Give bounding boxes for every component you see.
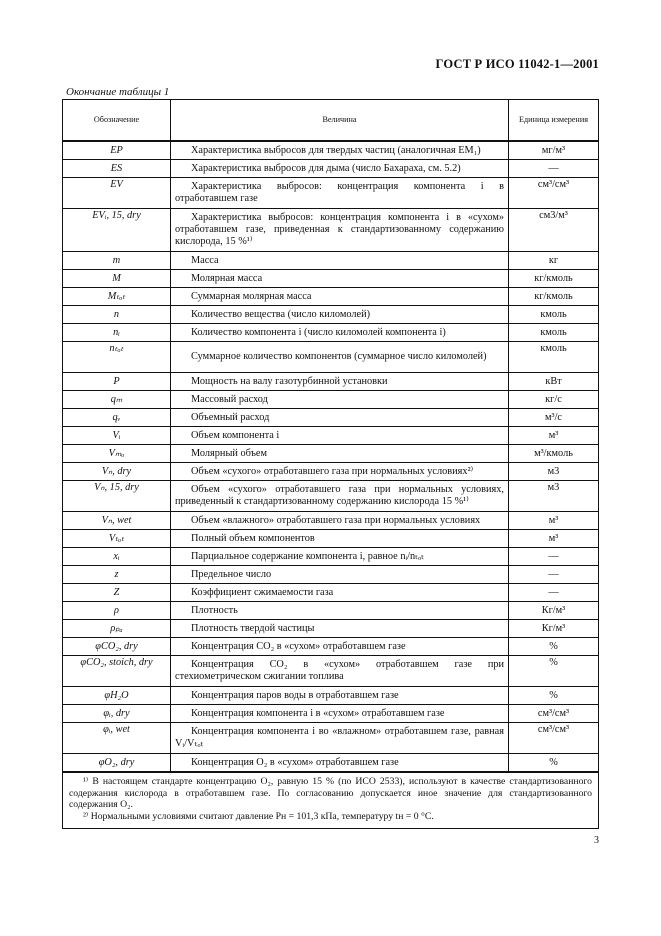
unit-cell: см³/см³ bbox=[509, 705, 599, 723]
unit-cell: кмоль bbox=[509, 324, 599, 342]
quantity-cell: Концентрация O₂ в «сухом» отработавшем газе bbox=[171, 754, 509, 773]
table-row bbox=[63, 178, 599, 209]
quantity-cell: Количество вещества (число киломолей) bbox=[171, 306, 509, 324]
symbol-cell: ρ bbox=[63, 602, 171, 620]
quantity-cell: Объем «влажного» отработавшего газа при нормальных условиях bbox=[171, 512, 509, 530]
quantity-cell: Молярный объем bbox=[171, 445, 509, 463]
unit-cell: — bbox=[509, 566, 599, 584]
footnotes-row bbox=[63, 772, 599, 829]
symbol-cell: φO₂, dry bbox=[63, 754, 171, 773]
quantity-cell: Объемный расход bbox=[171, 409, 509, 427]
quantity-cell: Характеристика выбросов для дыма (число Бахараха, см. 5.2) bbox=[171, 160, 509, 178]
symbol-cell: qᵥ bbox=[63, 409, 171, 427]
table-row bbox=[63, 620, 599, 638]
symbol-cell: EVᵢ, 15, dry bbox=[63, 209, 171, 252]
symbol-cell: Vₙ, 15, dry bbox=[63, 481, 171, 512]
quantity-cell: Объем «сухого» отработавшего газа при нормальных условиях²⁾ bbox=[171, 463, 509, 481]
unit-cell: кмоль bbox=[509, 342, 599, 373]
symbol-cell: n bbox=[63, 306, 171, 324]
unit-cell: % bbox=[509, 687, 599, 705]
unit-cell: м³/кмоль bbox=[509, 445, 599, 463]
quantity-cell: Объем компонента i bbox=[171, 427, 509, 445]
symbol-cell: EP bbox=[63, 141, 171, 160]
unit-cell: мг/м³ bbox=[509, 141, 599, 160]
unit-cell: кг/кмоль bbox=[509, 270, 599, 288]
table-row bbox=[63, 723, 599, 754]
unit-cell: % bbox=[509, 656, 599, 687]
symbol-cell: P bbox=[63, 373, 171, 391]
table-row bbox=[63, 391, 599, 409]
symbol-cell: M bbox=[63, 270, 171, 288]
symbol-cell: nₜₒₜ bbox=[63, 342, 171, 373]
table-row bbox=[63, 512, 599, 530]
symbol-cell: Vₙ, wet bbox=[63, 512, 171, 530]
table-row bbox=[63, 754, 599, 773]
unit-cell: — bbox=[509, 160, 599, 178]
quantity-cell: Концентрация компонента i во «влажном» отработавшем газе, равная Vᵢ/Vₜₒₜ bbox=[171, 723, 509, 754]
quantity-cell: Концентрация CO₂ в «сухом» отработавшем газе при стехиометрическом сжигании топлива bbox=[171, 656, 509, 687]
quantity-cell: Мощность на валу газотурбинной установки bbox=[171, 373, 509, 391]
table-row bbox=[63, 409, 599, 427]
footnote-1: ¹⁾ В настоящем стандарте концентрацию O₂, равную 15 % (по ИСО 2533), используют в качестве стандартизованного содержания кислорода в отработавшем газе. По согласованию допускается иное значение для стандартизованного содержания O₂. bbox=[69, 776, 592, 810]
quantity-cell: Характеристика выбросов для твердых частиц (аналогичная EM₁) bbox=[171, 141, 509, 160]
table-row bbox=[63, 427, 599, 445]
table-row bbox=[63, 705, 599, 723]
quantity-cell: Объем «сухого» отработавшего газа при нормальных условиях, приведенный к стандартизованному содержанию кислорода 15 %¹⁾ bbox=[171, 481, 509, 512]
table-row bbox=[63, 656, 599, 687]
symbol-cell: EV bbox=[63, 178, 171, 209]
symbols-table-container bbox=[62, 99, 598, 829]
table-row bbox=[63, 445, 599, 463]
symbol-cell: φᵢ, dry bbox=[63, 705, 171, 723]
symbol-cell: ρₚₐ bbox=[63, 620, 171, 638]
symbol-cell: xᵢ bbox=[63, 548, 171, 566]
quantity-cell: Характеристика выбросов: концентрация компонента i в отработавшем газе bbox=[171, 178, 509, 209]
table-row bbox=[63, 566, 599, 584]
quantity-cell: Концентрация компонента i в «сухом» отработавшем газе bbox=[171, 705, 509, 723]
unit-cell: % bbox=[509, 638, 599, 656]
page-number: 3 bbox=[594, 835, 599, 846]
unit-cell: кмоль bbox=[509, 306, 599, 324]
table-header-row bbox=[63, 100, 599, 142]
table-row bbox=[63, 463, 599, 481]
quantity-cell: Концентрация CO₂ в «сухом» отработавшем газе bbox=[171, 638, 509, 656]
symbol-cell: Vₙ, dry bbox=[63, 463, 171, 481]
unit-cell: см³/см³ bbox=[509, 178, 599, 209]
symbol-cell: φCO₂, dry bbox=[63, 638, 171, 656]
symbol-cell: φCO₂, stoich, dry bbox=[63, 656, 171, 687]
unit-cell: — bbox=[509, 584, 599, 602]
table-row bbox=[63, 548, 599, 566]
symbol-cell: nᵢ bbox=[63, 324, 171, 342]
header-unit: Единица измерения bbox=[509, 100, 599, 142]
header-symbol: Обозначение bbox=[63, 100, 171, 142]
quantity-cell: Полный объем компонентов bbox=[171, 530, 509, 548]
symbol-cell: z bbox=[63, 566, 171, 584]
unit-cell: Кг/м³ bbox=[509, 620, 599, 638]
unit-cell: м3 bbox=[509, 481, 599, 512]
table-row bbox=[63, 141, 599, 160]
unit-cell: кг/с bbox=[509, 391, 599, 409]
header-quantity: Величина bbox=[171, 100, 509, 142]
unit-cell: кг/кмоль bbox=[509, 288, 599, 306]
table-row bbox=[63, 373, 599, 391]
symbol-cell: Mₜₒₜ bbox=[63, 288, 171, 306]
table-row bbox=[63, 342, 599, 373]
table-row bbox=[63, 306, 599, 324]
quantity-cell: Масса bbox=[171, 252, 509, 270]
unit-cell: м³/с bbox=[509, 409, 599, 427]
table-row bbox=[63, 687, 599, 705]
unit-cell: кВт bbox=[509, 373, 599, 391]
table-caption: Окончание таблицы 1 bbox=[66, 86, 170, 98]
unit-cell: см3/м³ bbox=[509, 209, 599, 252]
symbol-cell: Vₜₒₜ bbox=[63, 530, 171, 548]
table-row bbox=[63, 530, 599, 548]
quantity-cell: Суммарное количество компонентов (суммарное число киломолей) bbox=[171, 342, 509, 373]
unit-cell: % bbox=[509, 754, 599, 773]
symbol-cell: Vₘₒ bbox=[63, 445, 171, 463]
symbols-table bbox=[62, 99, 599, 829]
symbol-cell: m bbox=[63, 252, 171, 270]
table-row bbox=[63, 638, 599, 656]
unit-cell: кг bbox=[509, 252, 599, 270]
symbol-cell: Z bbox=[63, 584, 171, 602]
table-row bbox=[63, 270, 599, 288]
quantity-cell: Коэффициент сжимаемости газа bbox=[171, 584, 509, 602]
quantity-cell: Предельное число bbox=[171, 566, 509, 584]
quantity-cell: Молярная масса bbox=[171, 270, 509, 288]
quantity-cell: Парциальное содержание компонента i, равное nᵢ/nₜₒₜ bbox=[171, 548, 509, 566]
unit-cell: Кг/м³ bbox=[509, 602, 599, 620]
quantity-cell: Плотность твердой частицы bbox=[171, 620, 509, 638]
symbol-cell: Vᵢ bbox=[63, 427, 171, 445]
quantity-cell: Суммарная молярная масса bbox=[171, 288, 509, 306]
unit-cell: м3 bbox=[509, 463, 599, 481]
table-row bbox=[63, 160, 599, 178]
footnotes-cell bbox=[63, 772, 599, 829]
quantity-cell: Плотность bbox=[171, 602, 509, 620]
quantity-cell: Количество компонента i (число киломолей компонента i) bbox=[171, 324, 509, 342]
unit-cell: м³ bbox=[509, 427, 599, 445]
table-row bbox=[63, 252, 599, 270]
table-row bbox=[63, 602, 599, 620]
symbol-cell: φH₂O bbox=[63, 687, 171, 705]
symbol-cell: φᵢ, wet bbox=[63, 723, 171, 754]
unit-cell: см³/см³ bbox=[509, 723, 599, 754]
quantity-cell: Массовый расход bbox=[171, 391, 509, 409]
table-row bbox=[63, 288, 599, 306]
symbol-cell: ES bbox=[63, 160, 171, 178]
unit-cell: м³ bbox=[509, 530, 599, 548]
quantity-cell: Концентрация паров воды в отработавшем газе bbox=[171, 687, 509, 705]
table-row bbox=[63, 324, 599, 342]
footnote-2: ²⁾ Нормальными условиями считают давление Pн = 101,3 кПа, температуру tн = 0 °С. bbox=[83, 810, 434, 822]
unit-cell: м³ bbox=[509, 512, 599, 530]
symbol-cell: qₘ bbox=[63, 391, 171, 409]
unit-cell: — bbox=[509, 548, 599, 566]
quantity-cell: Характеристика выбросов: концентрация компонента i в «сухом» отработавшем газе, приведенная к стандартизованному содержанию кислорода, 15 %¹⁾ bbox=[171, 209, 509, 252]
document-header: ГОСТ Р ИСО 11042-1—2001 bbox=[435, 57, 599, 71]
table-row bbox=[63, 209, 599, 252]
table-row bbox=[63, 481, 599, 512]
table-row bbox=[63, 584, 599, 602]
